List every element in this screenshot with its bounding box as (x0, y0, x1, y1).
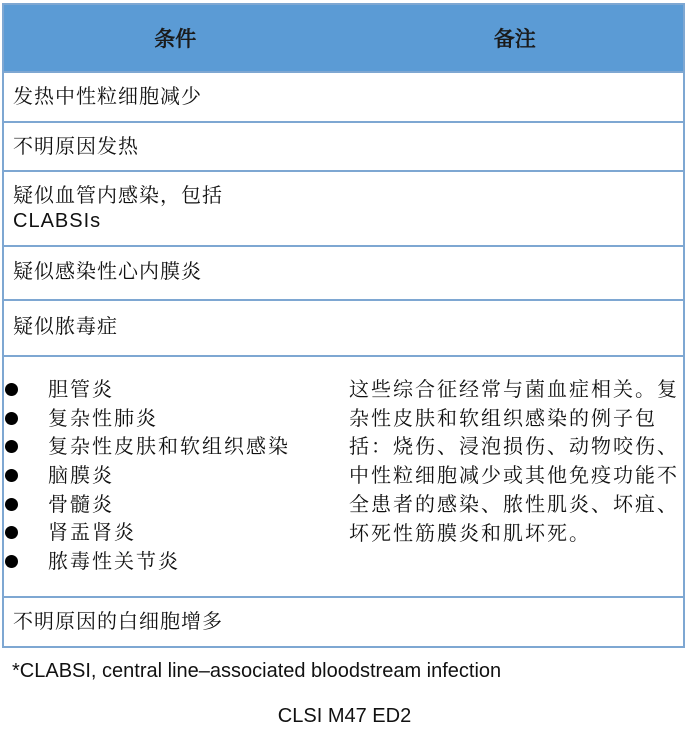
condition-line: 疑似血管内感染，包括 (13, 183, 223, 207)
table-row (4, 596, 683, 646)
bullet-icon (5, 383, 18, 396)
list-item: 脑膜炎 (4, 461, 290, 490)
table-row (4, 121, 683, 170)
header-condition: 条件 (154, 27, 197, 51)
conditions-table (2, 3, 685, 648)
footnote: *CLABSI, central line–associated bloodstream infection (12, 660, 502, 682)
header-note: 备注 (493, 27, 536, 51)
list-item: 复杂性皮肤和软组织感染 (4, 432, 290, 461)
condition-cell: 疑似感染性心内膜炎 (13, 259, 202, 283)
table-row (4, 355, 683, 596)
list-item: 胆管炎 (4, 375, 290, 404)
bullet-icon (5, 440, 18, 453)
condition-cell: 不明原因的白细胞增多 (13, 609, 223, 633)
bullet-icon (5, 498, 18, 511)
condition-cell: 不明原因发热 (13, 134, 139, 158)
condition-cell (13, 182, 223, 234)
bullet-icon (5, 526, 18, 539)
list-item: 脓毒性关节炎 (4, 547, 290, 576)
bullet-icon (5, 412, 18, 425)
table-header (4, 5, 683, 71)
syndrome-list (4, 375, 290, 576)
note-cell: 这些综合征经常与菌血症相关。复杂性皮肤和软组织感染的例子包括：烧伤、浸泡损伤、动物咬伤、中性粒细胞减少或其他免疫功能不全患者的感染、脓性肌炎、坏疽、坏死性筋膜炎和肌坏死。 (349, 377, 679, 545)
list-item: 肾盂肾炎 (4, 518, 290, 547)
source-citation: CLSI M47 ED2 (277, 705, 412, 727)
bullet-icon (5, 555, 18, 568)
table-row (4, 245, 683, 299)
condition-cell: 疑似脓毒症 (13, 314, 118, 338)
table-row (4, 299, 683, 355)
list-item: 骨髓炎 (4, 490, 290, 519)
bullet-icon (5, 469, 18, 482)
condition-line: CLABSIs (13, 210, 102, 232)
list-item: 复杂性肺炎 (4, 404, 290, 433)
condition-cell: 发热中性粒细胞减少 (13, 84, 202, 108)
table-row (4, 170, 683, 245)
table-row (4, 71, 683, 121)
